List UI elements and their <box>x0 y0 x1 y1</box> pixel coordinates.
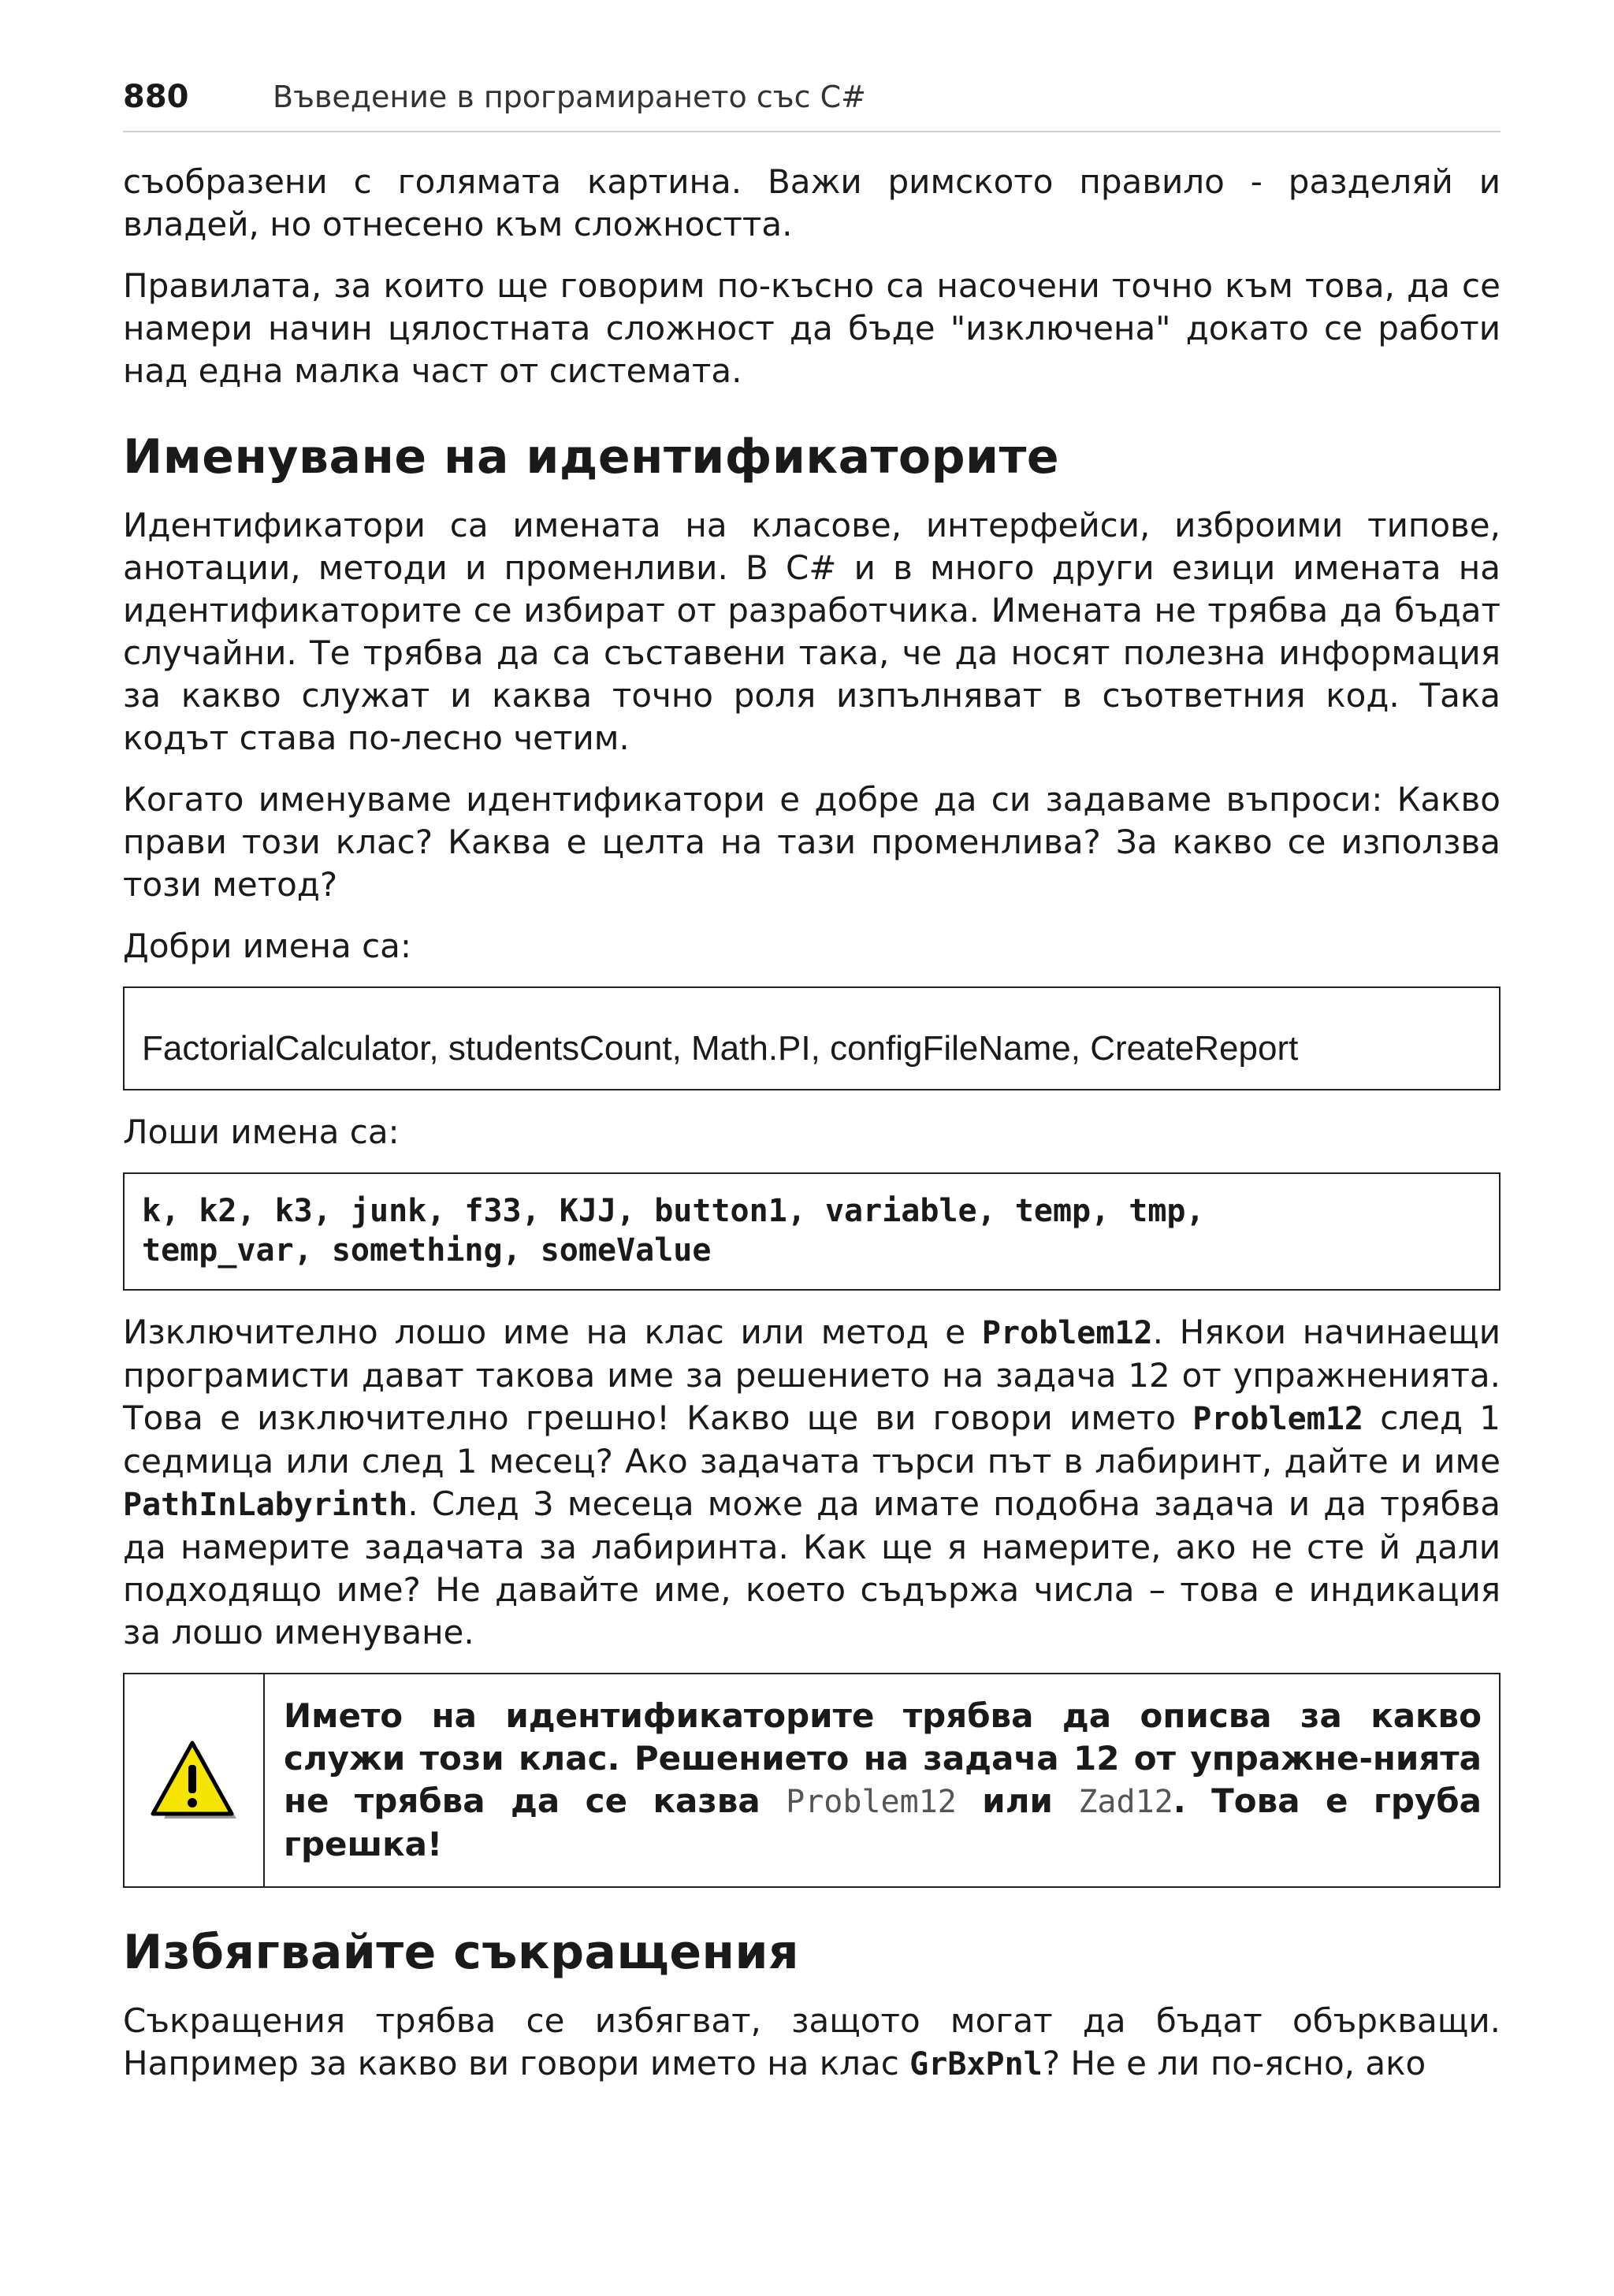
good-names-text: FactorialCalculator, studentsCount, Math.PI, configFileName, CreateReport <box>142 1029 1299 1068</box>
text-run: . Това е груба грешка! <box>284 1781 1482 1863</box>
bad-names-line-2: temp_var, something, someValue <box>142 1232 712 1269</box>
bad-names-line-1: k, k2, k3, junk, f33, KJJ, button1, variable, temp, tmp, <box>142 1193 1205 1229</box>
text-run: Името на идентификаторите трябва да описва за какво служи този клас. Решението на задача 12 от упражне-нията не трябва да се казва <box>284 1696 1482 1820</box>
warning-icon-cell <box>125 1674 265 1886</box>
page-number: 880 <box>123 79 189 115</box>
warning-icon <box>150 1740 238 1822</box>
section-heading-abbreviations: Избягвайте съкращения <box>123 1925 800 1980</box>
document-page <box>123 79 1501 2105</box>
text-run: . След 3 месеца може да имате подобна задача и да трябва да намерите задачата за лабиринта. Как ще я намерите, ако не сте й дали подходящо име? Не давайте име, което съдържа числа – това е индикация за лошо именуване. <box>123 1484 1501 1651</box>
warning-text <box>265 1674 1499 1886</box>
code-zad12: Zad12 <box>1078 1784 1173 1820</box>
text-run: ? Не е ли по-ясно, ако <box>1042 2044 1426 2082</box>
good-names-label: Добри имена са: <box>123 927 412 965</box>
abbreviations-paragraph <box>123 2000 1501 2086</box>
naming-paragraph-3 <box>123 1311 1501 1654</box>
page-header <box>123 79 1501 132</box>
text-run: Съкращения трябва се избягват, защото могат да бъдат объркващи. Например за какво ви говори името на клас <box>123 2001 1501 2082</box>
code-problem12: Problem12 <box>786 1784 957 1820</box>
intro-paragraph-1: съобразени с голямата картина. Важи римското правило - разделяй и владей, но отнесено към сложността. <box>123 162 1501 243</box>
book-title: Въведение в програмирането със C# <box>273 80 866 114</box>
intro-paragraph-2: Правилата, за които ще говорим по-късно са насочени точно към това, да се намери начин цялостната сложност да бъде "изключена" докато се работи над една малка част от системата. <box>123 266 1501 390</box>
warning-callout <box>123 1673 1501 1888</box>
text-run: след 1 седмица или след 1 месец? Ако задачата търси път в лабиринт, дайте и име <box>123 1399 1501 1481</box>
code-grbxpnl: GrBxPnl <box>909 2046 1043 2082</box>
naming-paragraph-1: Идентификатори са имената на класове, интерфейси, изброими типове, анотации, методи и променливи. В C# и в много други езици имената на идентификаторите се избират от разработчика. Имената не трябва да бъдат случайни. Те трябва да са съставени така, че да носят полезна информация за какво служат и каква точно роля изпълняват в съответния код. Така кодът става по-лесно четим. <box>123 506 1501 757</box>
bad-names-label: Лоши имена са: <box>123 1113 400 1151</box>
text-run: . Някои начинаещи програмисти дават такова име за решението на задача 12 от упражненията. Това е изключително грешно! Какво ще ви говори името <box>123 1313 1501 1437</box>
bad-names-box <box>123 1172 1501 1291</box>
naming-paragraph-2: Когато именуваме идентификатори е добре да си задаваме въпроси: Какво прави този клас? Каква е целта на тази променлива? За какво се използва този метод? <box>123 780 1501 904</box>
text-run: или <box>956 1781 1079 1820</box>
section-heading-naming: Именуване на идентификаторите <box>123 429 1060 485</box>
code-problem12: Problem12 <box>1192 1401 1364 1437</box>
text-run: Изключително лошо име на клас или метод е <box>123 1313 982 1351</box>
code-pathinlabyrinth: PathInLabyrinth <box>123 1487 408 1523</box>
good-names-box <box>123 986 1501 1090</box>
code-problem12: Problem12 <box>981 1315 1153 1351</box>
